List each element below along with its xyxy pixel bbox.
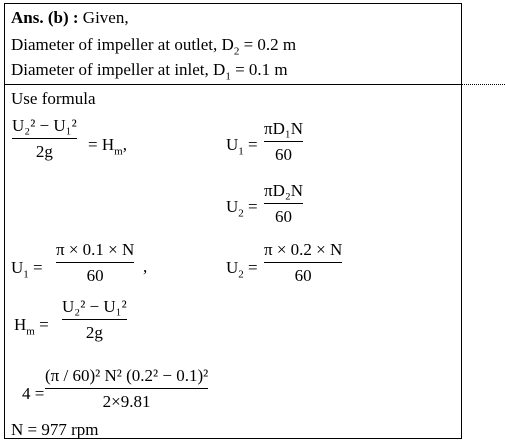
u1-value-comma: , — [143, 257, 148, 276]
hm-fraction: U₂² − U₁² 2g — [62, 297, 127, 342]
dotted-rule — [462, 84, 505, 85]
u1-formula-lhs: $U_1$ = — [226, 135, 258, 158]
u1-value-fraction: π × 0.1 × N 60 — [56, 240, 135, 285]
hm-lhs: $H_m$ = — [14, 315, 49, 338]
final-answer: N = 977 rpm — [11, 420, 99, 439]
u2-value-fraction: π × 0.2 × N 60 — [264, 240, 343, 285]
answer-label: Ans. (b) : — [11, 8, 79, 27]
u2-formula-fraction: πD₂N 60 — [264, 181, 304, 226]
final-eq-fraction: (π / 60)² N² (0.2² − 0.1)² 2×9.81 — [45, 366, 209, 411]
head-formula-rhs: = $H_m$, — [88, 135, 127, 158]
section-divider — [4, 84, 462, 85]
u1-formula-fraction: πD₁N 60 — [264, 119, 304, 164]
answer-heading — [11, 9, 129, 26]
u1-value-lhs: $U_1$ = — [11, 258, 43, 281]
use-formula-label: Use formula — [11, 89, 96, 108]
denominator: 2g — [35, 141, 53, 161]
given-outlet-diameter: Diameter of impeller at outlet, $D_2 = 0.2$ m — [11, 35, 297, 58]
given-inlet-diameter: Diameter of impeller at inlet, $D_1 = 0.1$ m — [11, 60, 288, 83]
head-formula-fraction — [12, 116, 77, 161]
final-eq-lhs: 4 = — [22, 384, 45, 403]
numerator: U₂² − U₁² — [12, 116, 77, 135]
given-label: Given, — [82, 8, 129, 27]
fraction-bar — [12, 138, 77, 139]
u2-formula-lhs: $U_2$ = — [226, 197, 258, 220]
u2-value-lhs: $U_2$ = — [226, 258, 258, 281]
